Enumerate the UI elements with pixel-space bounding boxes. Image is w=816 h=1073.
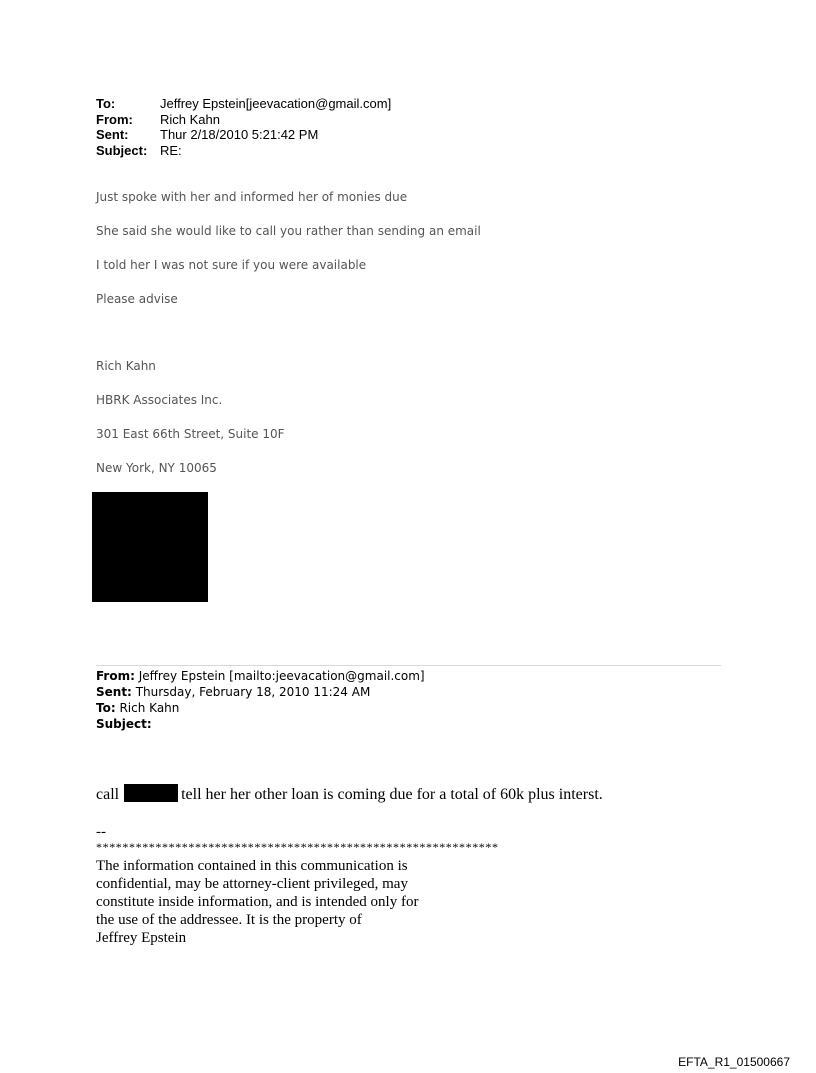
quoted-message — [96, 784, 603, 804]
disclaimer-line: Jeffrey Epstein — [96, 930, 187, 946]
signature-name: Rich Kahn — [96, 359, 156, 373]
signature-street: 301 East 66th Street, Suite 10F — [96, 427, 285, 441]
sent-row — [96, 127, 391, 143]
quoted-subject-label: Subject: — [96, 717, 152, 731]
quoted-sent-value: Thursday, February 18, 2010 11:24 AM — [135, 685, 371, 699]
redaction-block — [92, 492, 208, 602]
quoted-to-row — [96, 700, 425, 716]
divider — [96, 665, 721, 666]
subject-value: RE: — [160, 142, 182, 158]
from-label: From: — [96, 111, 133, 127]
disclaimer-stars: ************************************************************* — [96, 840, 499, 854]
body-line: I told her I was not sure if you were available — [96, 258, 367, 272]
quoted-message-end: tell her her other loan is coming due for a total of 60k plus interst. — [181, 786, 603, 803]
quoted-header — [96, 668, 425, 732]
signature-company: HBRK Associates Inc. — [96, 393, 223, 407]
quoted-sent-row — [96, 684, 425, 700]
inline-redaction — [124, 784, 178, 802]
quoted-message-start: call — [96, 786, 120, 803]
disclaimer-line: constitute inside information, and is intended only for — [96, 894, 419, 910]
to-label: To: — [96, 96, 116, 111]
from-row — [96, 112, 391, 128]
sent-label: Sent: — [96, 127, 129, 142]
quoted-from-label: From: — [96, 669, 135, 683]
disclaimer-line: the use of the addressee. It is the property of — [96, 912, 362, 928]
email-header — [96, 96, 391, 158]
quoted-to-label: To: — [96, 701, 116, 715]
signature-city: New York, NY 10065 — [96, 461, 217, 475]
quoted-sent-label: Sent: — [96, 685, 132, 699]
disclaimer-line: The information contained in this communication is — [96, 858, 408, 874]
subject-row — [96, 143, 391, 159]
quoted-from-value: Jeffrey Epstein [mailto:jeevacation@gmail.com] — [138, 669, 425, 683]
disclaimer-dashes: -- — [96, 824, 106, 840]
subject-label: Subject: — [96, 142, 148, 158]
body-line: Just spoke with her and informed her of monies due — [96, 190, 408, 204]
quoted-subject-row — [96, 716, 425, 732]
to-value: Jeffrey Epstein[jeevacation@gmail.com] — [160, 96, 392, 111]
to-row — [96, 96, 391, 112]
quoted-from-row — [96, 668, 425, 684]
disclaimer — [96, 823, 576, 947]
from-value: Rich Kahn — [160, 111, 220, 127]
disclaimer-line: confidential, may be attorney-client privileged, may — [96, 876, 408, 892]
body-line: Please advise — [96, 292, 178, 306]
quoted-to-value: Rich Kahn — [119, 701, 180, 715]
body-line: She said she would like to call you rather than sending an email — [96, 224, 481, 238]
document-id: EFTA_R1_01500667 — [678, 1055, 790, 1069]
sent-value: Thur 2/18/2010 5:21:42 PM — [160, 127, 319, 142]
